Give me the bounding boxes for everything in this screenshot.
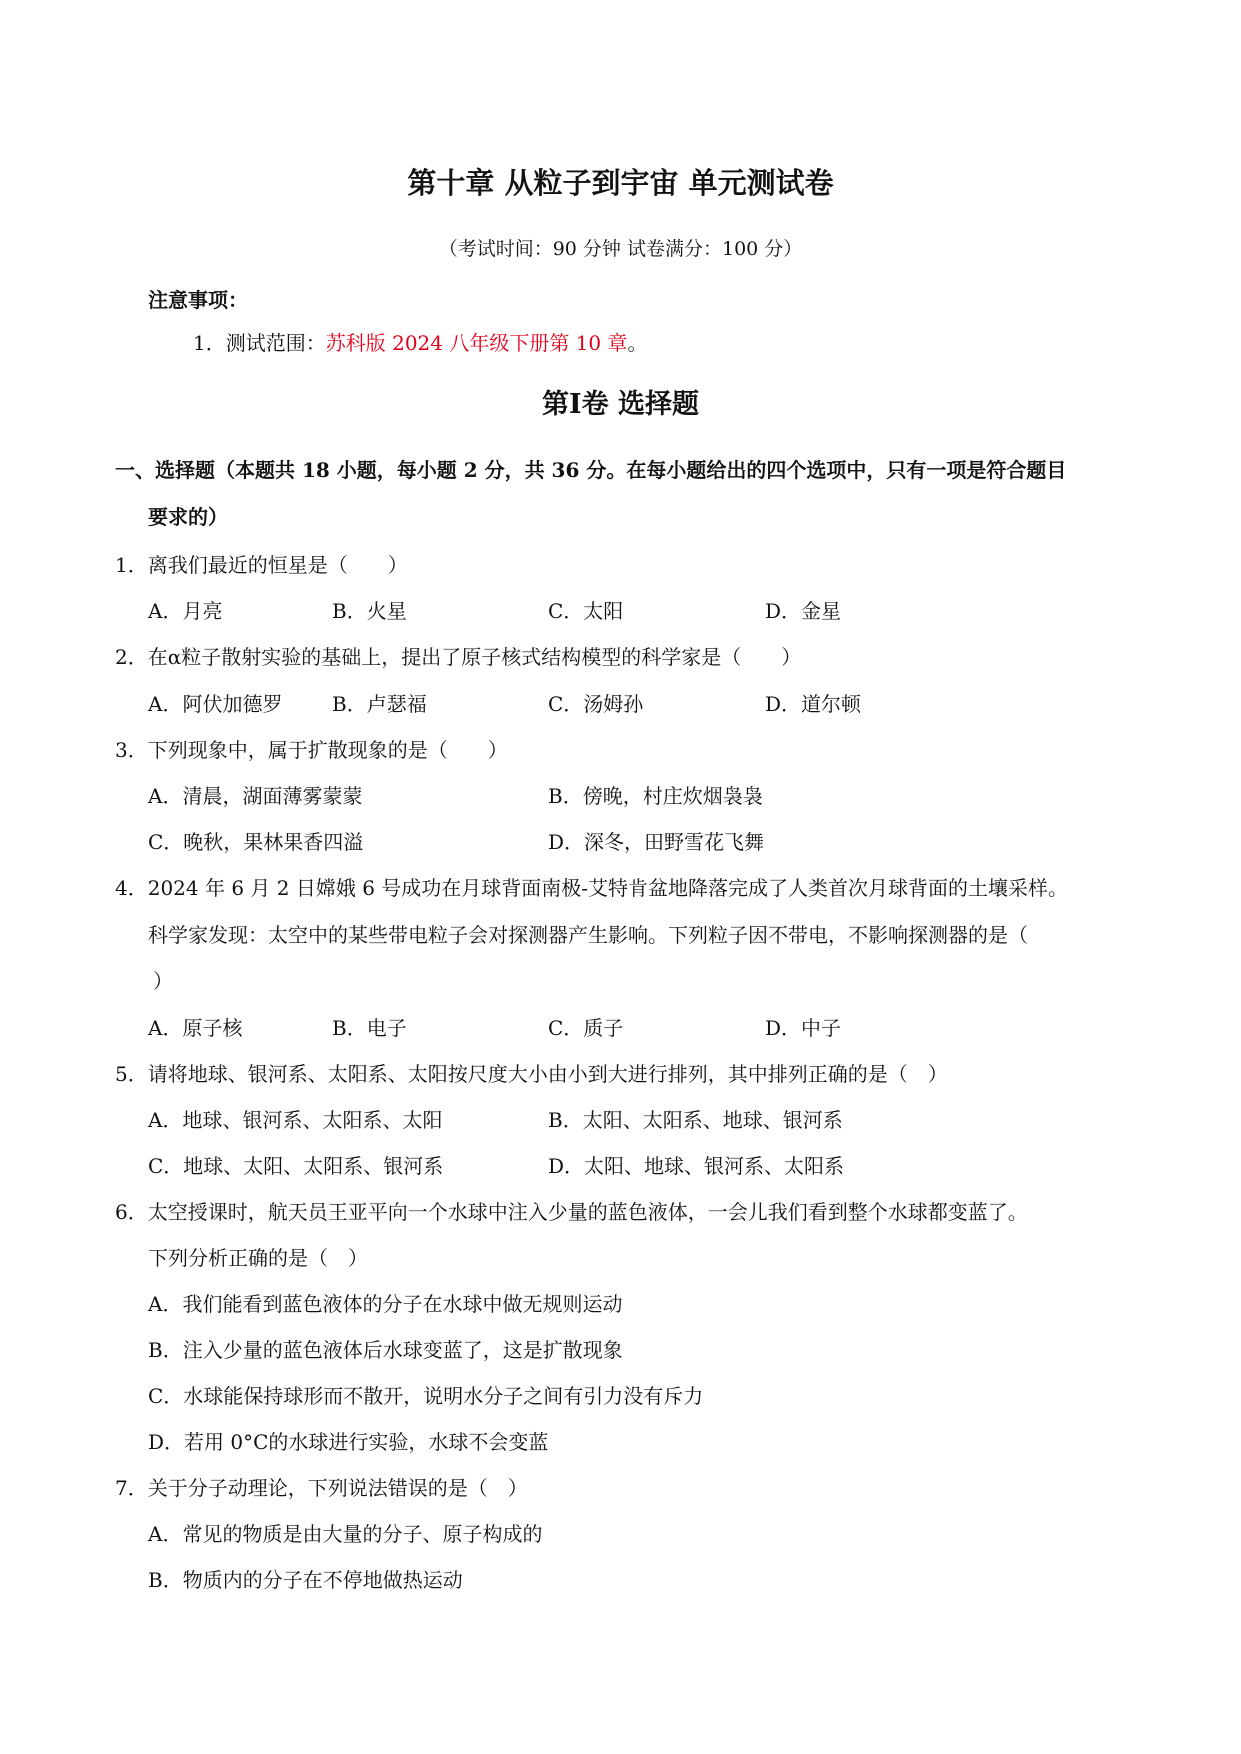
question-6-option-a: A．我们能看到蓝色液体的分子在水球中做无规则运动: [148, 1292, 623, 1316]
question-6-option-d: D．若用 0°C的水球进行实验，水球不会变蓝: [148, 1430, 549, 1454]
notes-item-end: 。: [627, 331, 648, 355]
exam-meta: （考试时间：90 分钟 试卷满分：100 分）: [438, 238, 803, 260]
question-6-stem: 6．太空授课时，航天员王亚平向一个水球中注入少量的蓝色液体，一会儿我们看到整个水球都变蓝了。: [115, 1200, 1028, 1224]
question-4-stem-end: ）: [153, 969, 173, 993]
question-5-stem: 5．请将地球、银河系、太阳系、太阳按尺度大小由小到大进行排列，其中排列正确的是（ ）: [115, 1062, 948, 1086]
notes-item: [193, 331, 648, 355]
question-4-option-d: D．中子: [765, 1016, 842, 1040]
question-2-option-b: B．卢瑟福: [332, 692, 427, 716]
question-2-stem: 2．在α粒子散射实验的基础上，提出了原子核式结构模型的科学家是（ ）: [115, 645, 802, 669]
question-4-option-a: A．原子核: [148, 1016, 243, 1040]
question-2-option-c: C．汤姆孙: [548, 692, 644, 716]
notes-item-scope: 苏科版 2024 八年级下册第 10 章: [325, 331, 628, 355]
question-7-stem: 7．关于分子动理论，下列说法错误的是（ ）: [115, 1476, 528, 1500]
question-6-stem-cont: 下列分析正确的是（ ）: [148, 1246, 368, 1270]
question-3-option-d: D．深冬，田野雪花飞舞: [548, 830, 765, 854]
question-2-option-d: D．道尔顿: [765, 692, 862, 716]
question-1-option-d: D．金星: [765, 599, 842, 623]
question-4-stem: 4．2024 年 6 月 2 日嫦娥 6 号成功在月球背面南极-艾特肯盆地降落完成了人类首次月球背面的土壤采样。: [115, 876, 1069, 900]
notes-item-label: 1．测试范围：: [193, 331, 326, 355]
question-4-stem-cont: 科学家发现：太空中的某些带电粒子会对探测器产生影响。下列粒子因不带电，不影响探测器的是（: [148, 923, 1028, 947]
section-heading: 一、选择题（本题共 18 小题，每小题 2 分，共 36 分。在每小题给出的四个选项中，只有一项是符合题目: [115, 458, 1067, 482]
section-heading-cont: 要求的）: [148, 505, 228, 529]
part-title: 第Ⅰ卷 选择题: [541, 389, 700, 420]
question-1-option-a: A．月亮: [148, 599, 223, 623]
question-3-option-a: A．清晨，湖面薄雾蒙蒙: [148, 784, 363, 808]
question-7-option-a: A．常见的物质是由大量的分子、原子构成的: [148, 1522, 543, 1546]
question-7-option-b: B．物质内的分子在不停地做热运动: [148, 1568, 463, 1592]
question-5-option-b: B．太阳、太阳系、地球、银河系: [548, 1108, 843, 1132]
question-5-option-a: A．地球、银河系、太阳系、太阳: [148, 1108, 443, 1132]
notes-heading: 注意事项：: [148, 288, 248, 312]
question-4-option-c: C．质子: [548, 1016, 624, 1040]
question-5-option-c: C．地球、太阳、太阳系、银河系: [148, 1154, 444, 1178]
question-5-option-d: D．太阳、地球、银河系、太阳系: [548, 1154, 845, 1178]
question-2-option-a: A．阿伏加德罗: [148, 692, 283, 716]
question-3-option-c: C．晚秋，果林果香四溢: [148, 830, 364, 854]
question-1-option-b: B．火星: [332, 599, 407, 623]
question-6-option-c: C．水球能保持球形而不散开，说明水分子之间有引力没有斥力: [148, 1384, 704, 1408]
question-4-option-b: B．电子: [332, 1016, 407, 1040]
question-1-stem: 1．离我们最近的恒星是（ ）: [115, 553, 408, 577]
question-3-stem: 3．下列现象中，属于扩散现象的是（ ）: [115, 738, 508, 762]
question-3-option-b: B．傍晚，村庄炊烟袅袅: [548, 784, 763, 808]
question-6-option-b: B．注入少量的蓝色液体后水球变蓝了，这是扩散现象: [148, 1338, 623, 1362]
page-title: 第十章 从粒子到宇宙 单元测试卷: [407, 166, 834, 200]
question-1-option-c: C．太阳: [548, 599, 624, 623]
